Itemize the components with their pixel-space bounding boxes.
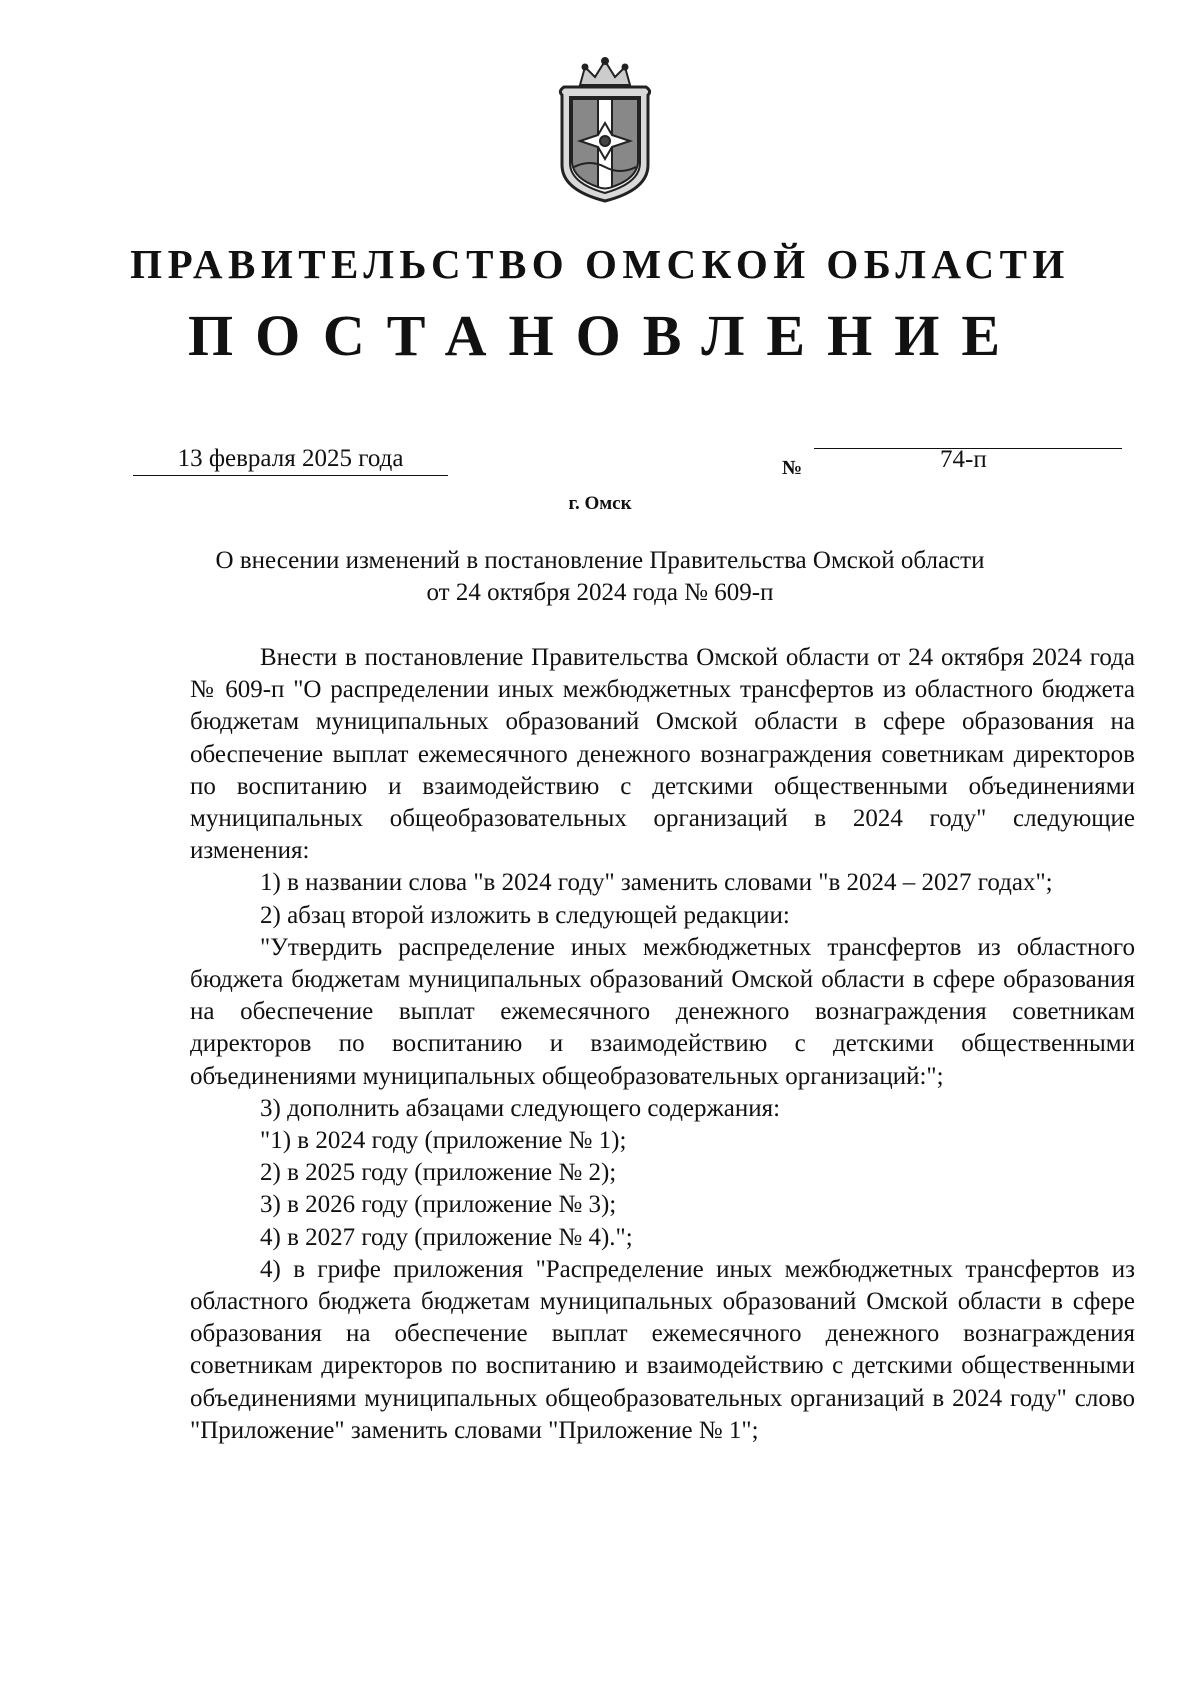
body-paragraph: 4) в грифе приложения "Распределение иных межбюджетных трансфертов из областного бюджета бюджетам муниципальных образований Омской области в сфере образования на обеспечение выплат ежемесячного денежного вознаграждения советникам директоров по воспитанию и взаимодействию с детскими общественными объединениями муниципальных общеобразовательных организаций в 2024 году" слово "Приложение" заменить словами "Приложение № 1"; — [190, 1255, 1135, 1444]
body-paragraph: 2) абзац второй изложить в следующей редакции: — [260, 901, 790, 929]
document-body — [190, 642, 1135, 1447]
organization-name: ПРАВИТЕЛЬСТВО ОМСКОЙ ОБЛАСТИ — [130, 241, 1070, 287]
body-paragraph: 4) в 2027 году (приложение № 4)."; — [260, 1223, 633, 1251]
body-paragraph: Внести в постановление Правительства Омской области от 24 октября 2024 года № 609-п "О распределении иных межбюджетных трансфертов из областного бюджета бюджетам муниципальных образований Омской области в сфере образования на обеспечение выплат ежемесячного денежного вознаграждения советникам директоров по воспитанию и взаимодействию с детскими общественными объединениями муниципальных общеобразовательных организаций в 2024 году" следующие изменения: — [190, 644, 1135, 865]
number-sign: № — [782, 457, 803, 479]
body-paragraph: 1) в названии слова "в 2024 году" заменить словами "в 2024 – 2027 годах"; — [260, 869, 1053, 897]
document-subject — [200, 545, 1000, 609]
document-number-field — [814, 446, 1122, 473]
document-date: 13 февраля 2025 года — [133, 443, 448, 476]
document-number: 74-п — [940, 446, 987, 473]
city-label: г. Омск — [568, 493, 632, 514]
body-paragraph: 3) дополнить абзацами следующего содержания: — [260, 1094, 781, 1122]
subject-line-1: О внесении изменений в постановление Правительства Омской области — [215, 547, 985, 574]
document-type-title: ПОСТАНОВЛЕНИЕ — [187, 303, 1023, 368]
body-paragraph: "1) в 2024 году (приложение № 1); — [260, 1127, 627, 1155]
subject-line-2: от 24 октября 2024 года № 609-п — [426, 579, 774, 606]
omsk-oblast-coat-of-arms-emblem — [550, 55, 660, 205]
body-paragraph: 3) в 2026 году (приложение № 3); — [260, 1191, 617, 1219]
body-paragraph: "Утвердить распределение иных межбюджетных трансфертов из областного бюджета бюджетам муниципальных образований Омской области в сфере образования на обеспечение выплат ежемесячного денежного вознаграждения советникам директоров по воспитанию и взаимодействию с детскими общественными объединениями муниципальных общеобразовательных организаций:"; — [190, 933, 1135, 1090]
body-paragraph: 2) в 2025 году (приложение № 2); — [260, 1159, 617, 1187]
